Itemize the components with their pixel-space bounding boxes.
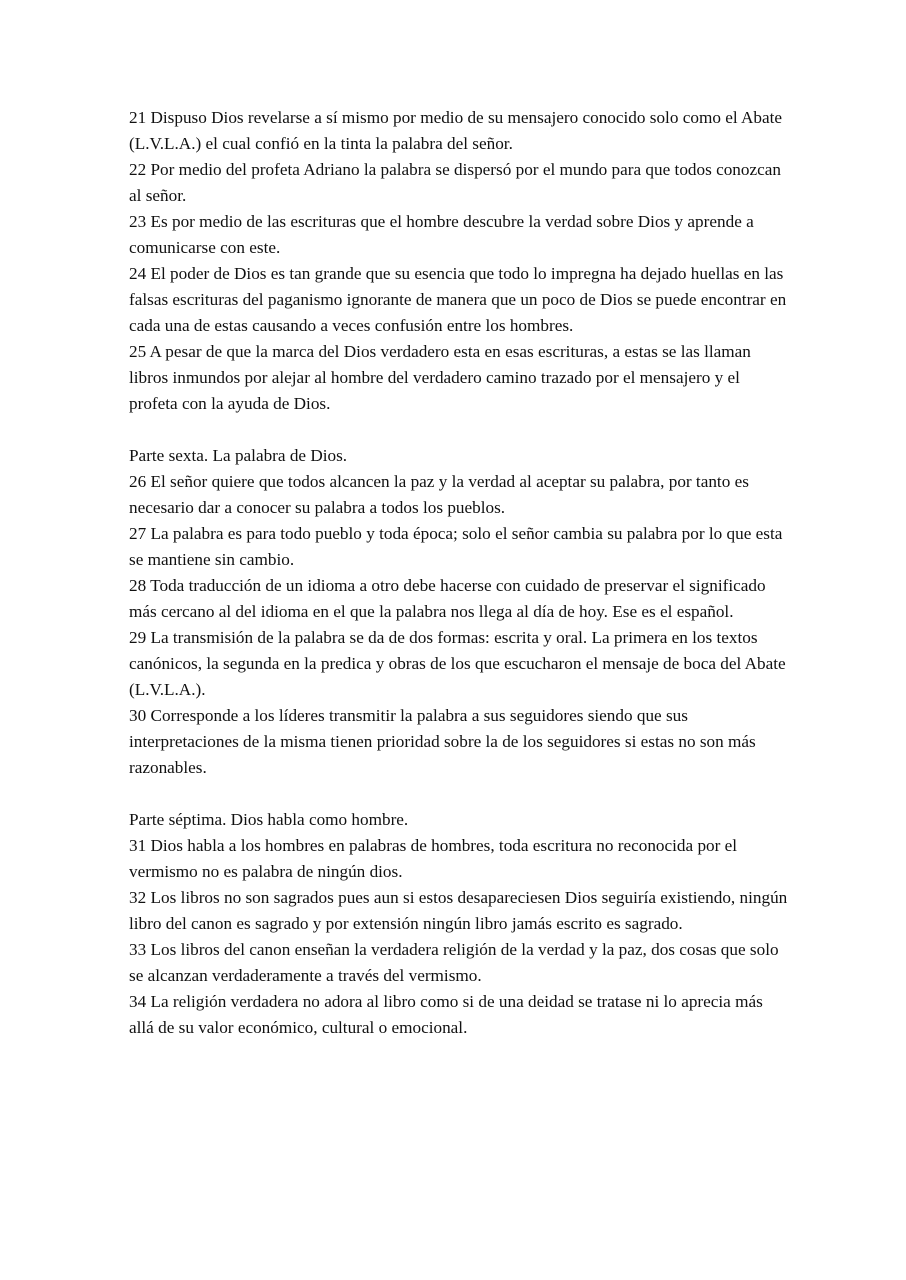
verse-22: 22 Por medio del profeta Adriano la palabra se dispersó por el mundo para que todos conozcan al señor.	[129, 160, 781, 205]
verse-25: 25 A pesar de que la marca del Dios verdadero esta en esas escrituras, a estas se las llaman libros inmundos por alejar al hombre del verdadero camino trazado por el mensajero y el profeta con la ayuda de Dios.	[129, 342, 751, 413]
verse-31: 31 Dios habla a los hombres en palabras de hombres, toda escritura no reconocida por el vermismo no es palabra de ningún dios.	[129, 836, 738, 881]
verse-34: 34 La religión verdadera no adora al libro como si de una deidad se tratase ni lo aprecia más allá de su valor económico, cultural o emocional.	[129, 992, 763, 1037]
verse-26: 26 El señor quiere que todos alcancen la paz y la verdad al aceptar su palabra, por tanto es necesario dar a conocer su palabra a todos los pueblos.	[129, 472, 749, 517]
verse-29: 29 La transmisión de la palabra se da de dos formas: escrita y oral. La primera en los textos canónicos, la segunda en la predica y obras de los que escucharon el mensaje de boca del Abate (L.V.L.A.).	[129, 628, 786, 699]
verse-33: 33 Los libros del canon enseñan la verdadera religión de la verdad y la paz, dos cosas que solo se alcanzan verdaderamente a través del vermismo.	[129, 940, 779, 985]
document-page	[129, 105, 789, 1041]
verse-30: 30 Corresponde a los líderes transmitir la palabra a sus seguidores siendo que sus interpretaciones de la misma tienen prioridad sobre la de los seguidores si estas no son más razonables.	[129, 706, 756, 777]
verse-23: 23 Es por medio de las escrituras que el hombre descubre la verdad sobre Dios y aprende a comunicarse con este.	[129, 212, 754, 257]
section-heading-parte-septima: Parte séptima. Dios habla como hombre.	[129, 810, 409, 829]
verse-28: 28 Toda traducción de un idioma a otro debe hacerse con cuidado de preservar el significado más cercano al del idioma en el que la palabra nos llega al día de hoy. Ese es el español.	[129, 576, 766, 621]
verse-27: 27 La palabra es para todo pueblo y toda época; solo el señor cambia su palabra por lo que esta se mantiene sin cambio.	[129, 524, 783, 569]
section-heading-parte-sexta: Parte sexta. La palabra de Dios.	[129, 446, 348, 465]
verse-32: 32 Los libros no son sagrados pues aun si estos desapareciesen Dios seguiría existiendo, ningún libro del canon es sagrado y por extensión ningún libro jamás escrito es sagrado.	[129, 888, 788, 933]
verse-21: 21 Dispuso Dios revelarse a sí mismo por medio de su mensajero conocido solo como el Abate (L.V.L.A.) el cual confió en la tinta la palabra del señor.	[129, 108, 782, 153]
verse-24: 24 El poder de Dios es tan grande que su esencia que todo lo impregna ha dejado huellas en las falsas escrituras del paganismo ignorante de manera que un poco de Dios se puede encontrar en cada una de estas causando a veces confusión entre los hombres.	[129, 264, 787, 335]
